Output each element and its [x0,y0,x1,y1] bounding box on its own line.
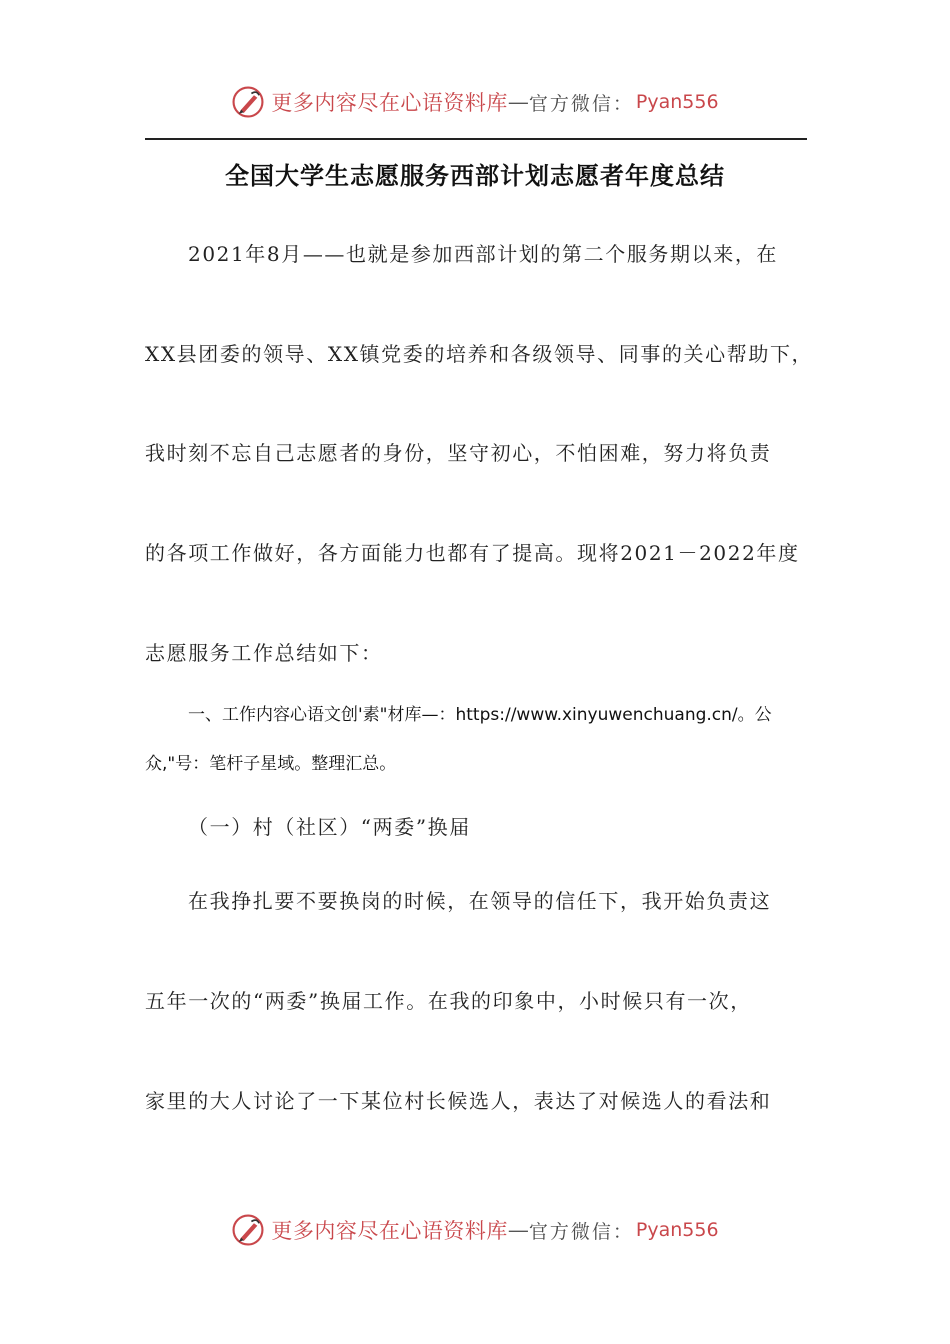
body-line: 的各项工作做好，各方面能力也都有了提高。现将2021－2022年度 [145,541,800,565]
body-line: 家里的大人讨论了一下某位村长候选人，表达了对候选人的看法和 [145,1089,772,1113]
pen-logo-icon [231,85,265,119]
pen-logo-icon [231,1213,265,1247]
banner-slogan: 更多内容尽在心语资料库 [271,1219,508,1243]
body-line: 2021年8月——也就是参加西部计划的第二个服务期以来，在 [188,242,779,266]
body-line: XX县团委的领导、XX镇党委的培养和各级领导、同事的关心帮助下， [145,342,814,366]
header-rule [145,138,807,140]
body-line: 五年一次的“两委”换届工作。在我的印象中，小时候只有一次， [145,989,752,1013]
subsection-heading: （一）村（社区）“两委”换届 [188,815,471,839]
banner-wechat-label: 官方微信： [528,92,634,115]
banner-separator: — [507,90,529,114]
banner-separator: — [507,1218,529,1242]
banner-wechat-id: Pyan556 [635,1219,719,1241]
body-line: 在我挣扎要不要换岗的时候，在领导的信任下，我开始负责这 [188,889,772,913]
header-banner [0,82,950,122]
banner-wechat-id: Pyan556 [635,91,719,113]
section-heading-line: 众,"号：笔杆子星域。整理汇总。 [145,754,397,774]
footer-banner [0,1210,950,1250]
document-title: 全国大学生志愿服务西部计划志愿者年度总结 [225,161,725,190]
body-line: 志愿服务工作总结如下： [145,641,383,665]
banner-wechat-label: 官方微信： [528,1220,634,1243]
banner-slogan: 更多内容尽在心语资料库 [271,91,508,115]
body-line: 我时刻不忘自己志愿者的身份，坚守初心，不怕困难，努力将负责 [145,441,772,465]
section-heading-line: 一、工作内容心语文创'素"材库—：https://www.xinyuwenchuang.cn/。公 [188,705,772,725]
